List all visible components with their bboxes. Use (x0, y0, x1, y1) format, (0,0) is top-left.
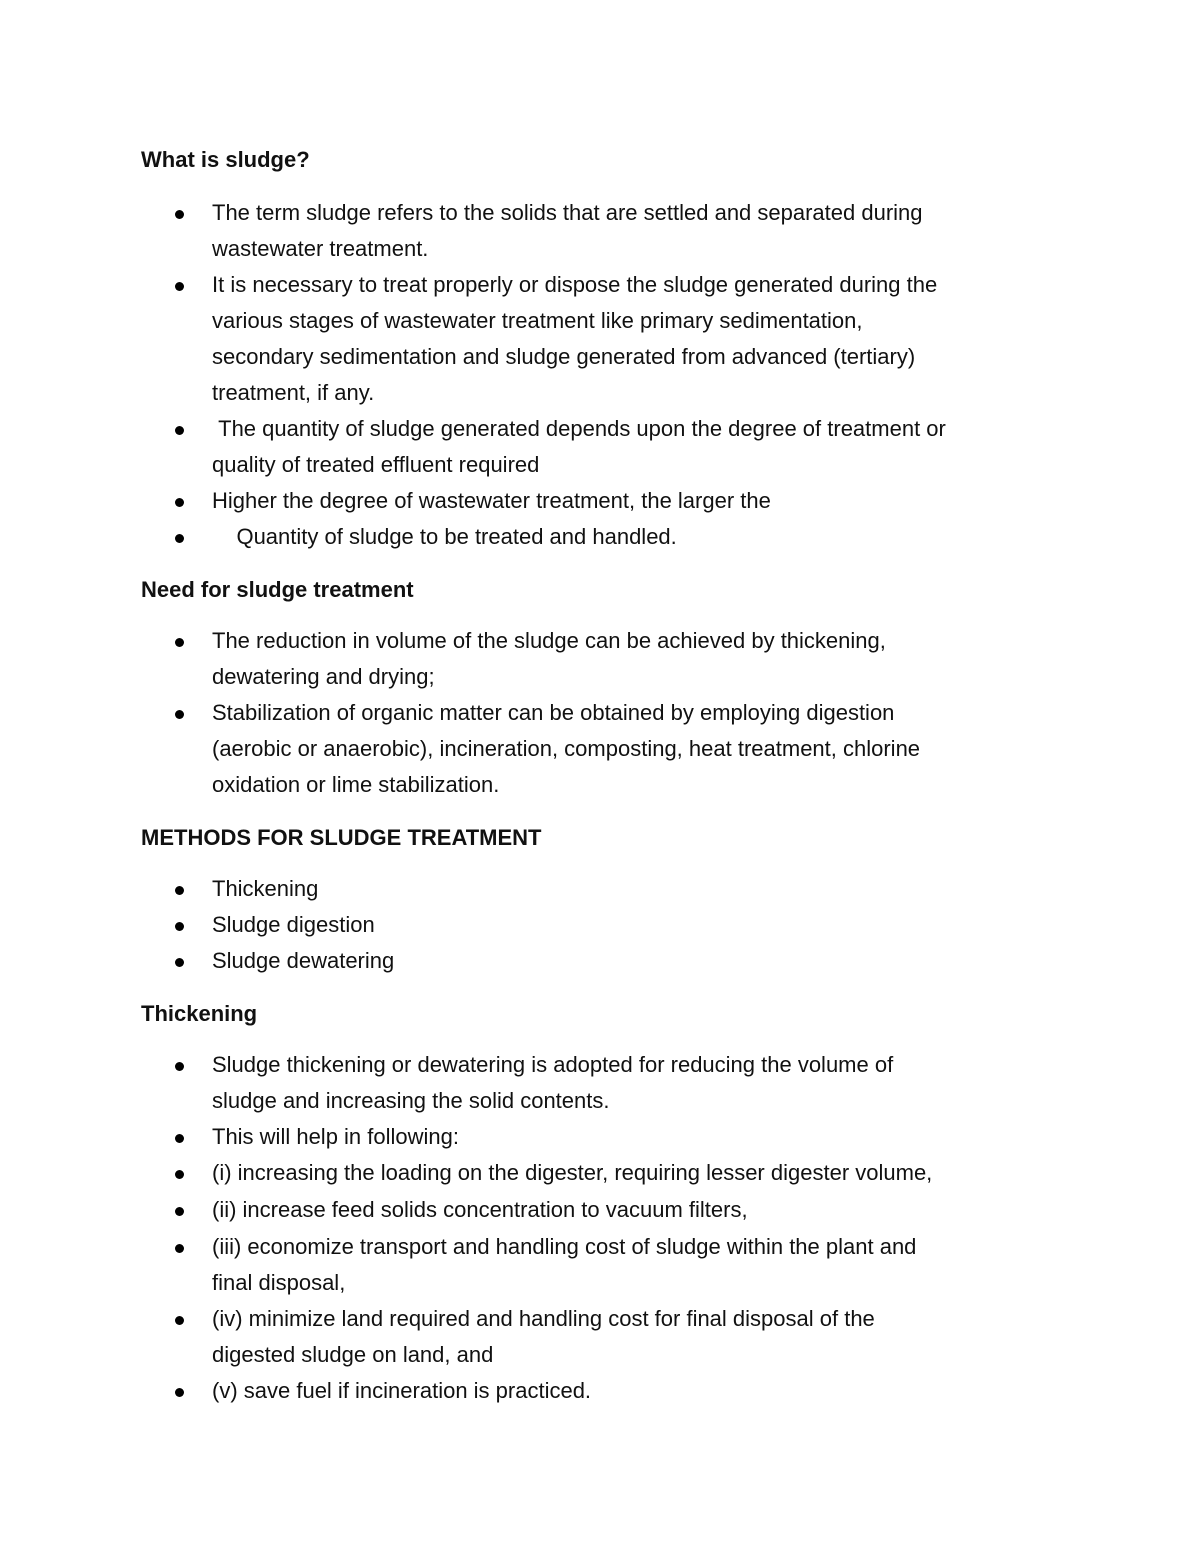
list-item-text: Sludge thickening or dewatering is adopted for reducing the volume of sludge and increasing the solid contents. (212, 1052, 894, 1113)
list-item-text: Thickening (212, 876, 319, 901)
list-item-text: Quantity of sludge to be treated and handled. (212, 524, 677, 549)
bullet-icon (175, 638, 184, 647)
list-item-text: Sludge dewatering (212, 948, 395, 973)
list-item-text: (iii) economize transport and handling cost of sludge within the plant and final disposal, (212, 1234, 917, 1295)
bullet-icon (175, 1207, 184, 1216)
bullet-icon (175, 1134, 184, 1143)
section-heading-thickening: Thickening (141, 1001, 258, 1026)
list-item-text: (i) increasing the loading on the digester, requiring lesser digester volume, (212, 1160, 933, 1185)
bullet-icon (175, 1244, 184, 1253)
list-item-text: Stabilization of organic matter can be obtained by employing digestion (aerobic or anaerobic), incineration, composting, heat treatment, chlorine oxidation or lime stabilization. (212, 700, 921, 797)
bullet-icon (175, 886, 184, 895)
list-item-text: (v) save fuel if incineration is practiced. (212, 1378, 592, 1403)
bullet-icon (175, 922, 184, 931)
list-item-text: Higher the degree of wastewater treatment, the larger the (212, 488, 771, 513)
bullet-icon (175, 282, 184, 291)
section-heading-methods: METHODS FOR SLUDGE TREATMENT (141, 825, 542, 850)
section-heading-what-is-sludge: What is sludge? (141, 147, 310, 172)
section-heading-need-for-treatment: Need for sludge treatment (141, 577, 414, 602)
bullet-icon (175, 710, 184, 719)
bullet-icon (175, 210, 184, 219)
bullet-icon (175, 1170, 184, 1179)
list-item-text: The term sludge refers to the solids that are settled and separated during wastewater treatment. (212, 200, 923, 261)
bullet-icon (175, 1062, 184, 1071)
bullet-icon (175, 498, 184, 507)
list-item-text: (iv) minimize land required and handling cost for final disposal of the digested sludge on land, and (212, 1306, 875, 1367)
bullet-icon (175, 958, 184, 967)
bullet-icon (175, 534, 184, 543)
list-item-text: This will help in following: (212, 1124, 459, 1149)
list-item-text: (ii) increase feed solids concentration to vacuum filters, (212, 1197, 748, 1222)
list-item-text: The quantity of sludge generated depends upon the degree of treatment or quality of treated effluent required (212, 416, 946, 477)
list-item-text: The reduction in volume of the sludge can be achieved by thickening, dewatering and drying; (212, 628, 886, 689)
bullet-icon (175, 1316, 184, 1325)
list-item-text: It is necessary to treat properly or dispose the sludge generated during the various stages of wastewater treatment like primary sedimentation, secondary sedimentation and sludge generated from advanced (tertiary) treatment, if any. (212, 272, 938, 405)
bullet-icon (175, 1388, 184, 1397)
bullet-icon (175, 426, 184, 435)
list-item-text: Sludge digestion (212, 912, 375, 937)
